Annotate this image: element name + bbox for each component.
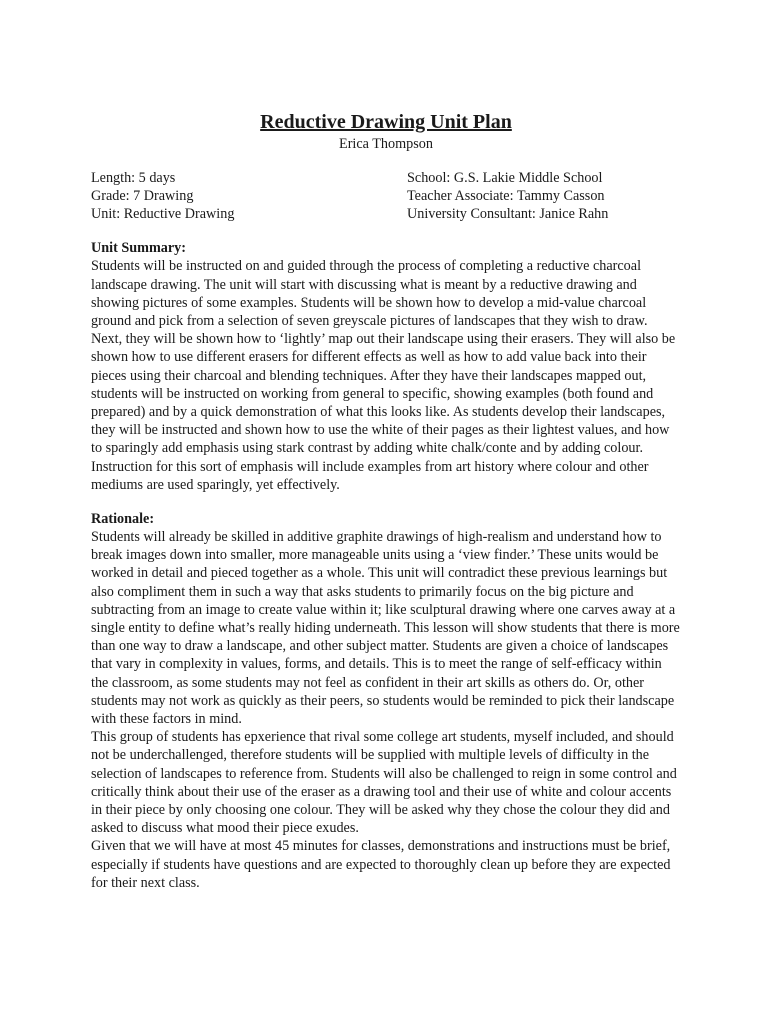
meta-unit: Unit: Reductive Drawing xyxy=(91,205,235,222)
meta-university-consultant: University Consultant: Janice Rahn xyxy=(407,205,609,222)
meta-right-column xyxy=(407,170,681,223)
summary-heading: Unit Summary: xyxy=(91,240,186,257)
meta-grade: Grade: 7 Drawing xyxy=(91,187,194,204)
document-author: Erica Thompson xyxy=(339,136,433,152)
meta-length: Length: 5 days xyxy=(91,170,176,186)
document-page xyxy=(91,110,681,892)
rationale-paragraph-1: Students will already be skilled in additive graphite drawings of high-realism and understand how to break images down into smaller, more manageable units using a ‘view finder.’ These units would be worked in detail and pieced together as a whole. This unit will contradict these previous learnings but also compliment them in such a way that asks students to primarily focus on the big picture and subtracting from an image to create value within it; like sculptural drawing where one carves away at a single entity to define what’s really hiding underneath. This lesson will show students that there is more than one way to draw a landscape, and other subject matter. Students are given a choice of landscapes that vary in complexity in values, forms, and details. This is to meet the range of self-efficacy within the classroom, as some students may not feel as confident in their art skills as others do. Or, other students may not work as quickly as their peers, so students would be reminded to pick their landscape with these factors in mind. xyxy=(91,529,680,728)
rationale-paragraph-2: This group of students has epxerience that rival some college art students, myself included, and should not be underchallenged, therefore students will be supplied with multiple levels of difficulty in the selection of landscapes to reference from. Students will also be challenged to reign in some control and critically think about their use of the eraser as a drawing tool and their use of white and colour accents in their piece by only choosing one colour. They will be asked why they chose the colour they did and asked to discuss what mood their piece exudes. xyxy=(91,729,677,837)
summary-paragraph: Students will be instructed on and guided through the process of completing a reductive charcoal landscape drawing. The unit will start with discussing what is meant by a reductive drawing and showing pictures of some examples. Students will be shown how to develop a mid-value charcoal ground and pick from a selection of seven greyscale pictures of landscapes that they wish to draw. Next, they will be shown how to ‘lightly’ map out their landscape using their erasers. They will also be shown how to use different erasers for different effects as well as how to add value back into their pieces using their charcoal and blending techniques. After they have their landscapes mapped out, students will be instructed on working from general to specific, showing examples (both found and prepared) and by a quick demonstration of what this looks like. As students develop their landscapes, they will be instructed and shown how to use the white of their pages as their lightest values, and how to sparingly add emphasis using stark contrast by adding white chalk/conte and by adding colour. Instruction for this sort of emphasis will include examples from art history where colour and other mediums are used sparingly, yet effectively. xyxy=(91,258,676,493)
meta-left-column xyxy=(91,170,407,223)
meta-school: School: G.S. Lakie Middle School xyxy=(407,170,603,186)
rationale-heading: Rationale: xyxy=(91,511,155,528)
meta-teacher-associate: Teacher Associate: Tammy Casson xyxy=(407,187,605,204)
rationale-paragraph-3: Given that we will have at most 45 minutes for classes, demonstrations and instructions must be brief, especially if students have questions and are expected to thoroughly clean up before they are expected for their next class. xyxy=(91,838,671,891)
unit-meta xyxy=(91,170,681,223)
document-title: Reductive Drawing Unit Plan xyxy=(260,111,512,133)
